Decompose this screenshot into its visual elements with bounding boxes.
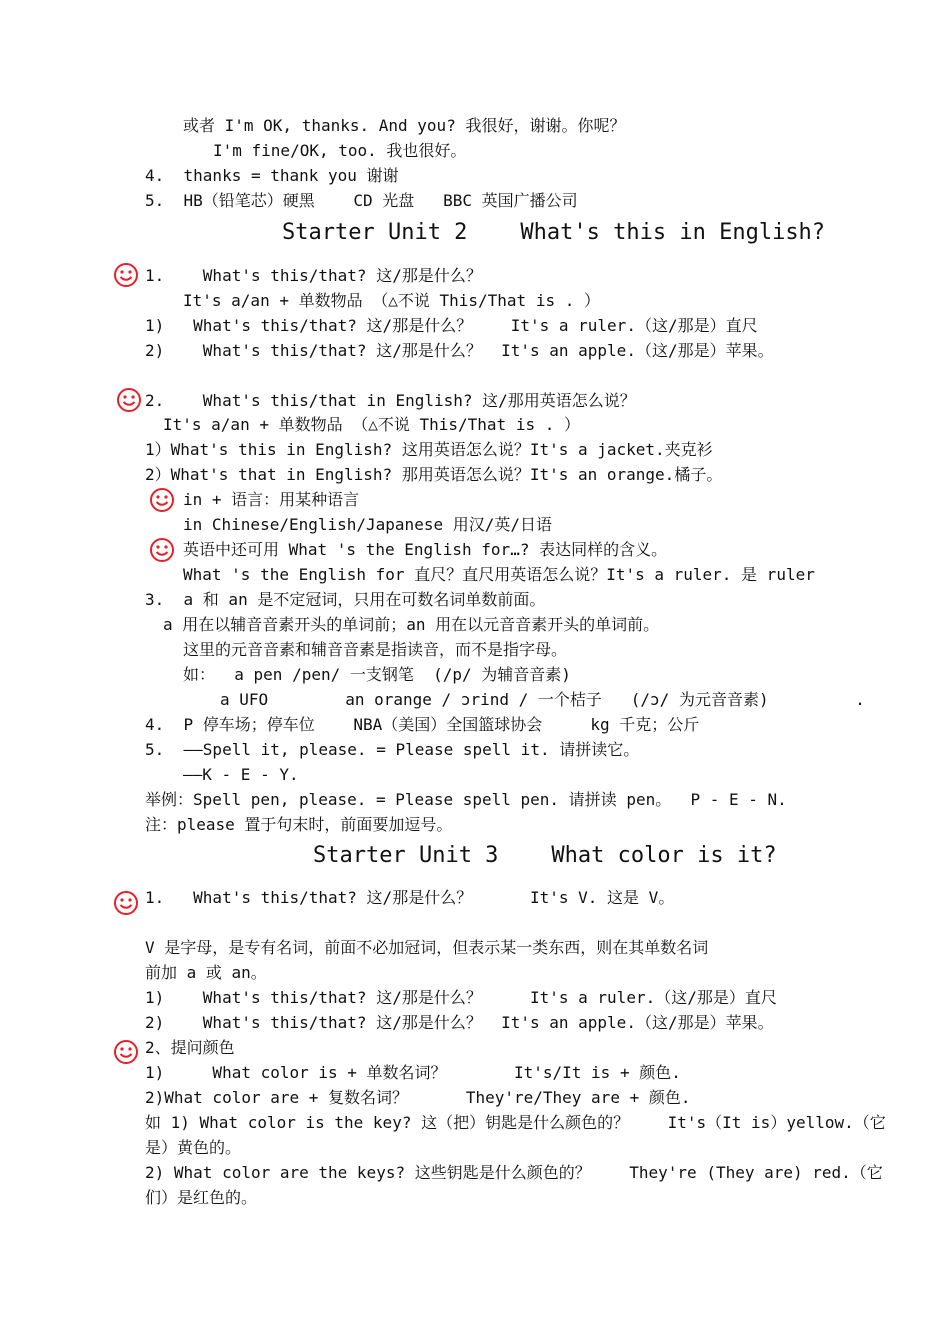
text-line: 4. thanks = thank you 谢谢 bbox=[145, 166, 399, 185]
text-line: 英语中还可用 What 's the English for…? 表达同样的含义。 bbox=[183, 540, 668, 559]
text-line: 举例：Spell pen, please. = Please spell pen. 请拼读 pen。 P - E - N. bbox=[145, 790, 787, 809]
text-line: 或者 I'm OK, thanks. And you? 我很好，谢谢。你呢？ bbox=[183, 116, 626, 135]
text-line: 2) What's this/that? 这/那是什么？ It's an apple.（这/那是）苹果。 bbox=[145, 1013, 774, 1032]
text-line: 前加 a 或 an。 bbox=[145, 963, 267, 982]
text-line: 1. What's this/that? 这/那是什么？ It's V. 这是 V。 bbox=[145, 888, 675, 907]
smiley-face-icon bbox=[113, 1039, 139, 1065]
text-line: 1) What's this/that? 这/那是什么？ It's a ruler.（这/那是）直尺 bbox=[145, 988, 777, 1007]
text-line: 3. a 和 an 是不定冠词，只用在可数名词单数前面。 bbox=[145, 590, 546, 609]
text-line: 如 1) What color is the key? 这（把）钥匙是什么颜色的？ It's（It is）yellow.（它 bbox=[145, 1113, 886, 1132]
text-line: 1) What color is + 单数名词？ It's/It is + 颜色. bbox=[145, 1063, 681, 1082]
text-line: 们）是红色的。 bbox=[145, 1188, 258, 1207]
smiley-face-icon bbox=[113, 890, 139, 916]
text-line: I'm fine/OK, too. 我也很好。 bbox=[213, 141, 467, 160]
section-title: Starter Unit 2 What's this in English? bbox=[282, 220, 826, 245]
text-line: in Chinese/English/Japanese 用汉/英/日语 bbox=[183, 515, 552, 534]
text-line: 1）What's this in English? 这用英语怎么说？It's a jacket.夹克衫 bbox=[145, 440, 713, 459]
smiley-face-icon bbox=[149, 487, 175, 513]
smiley-face-icon bbox=[149, 537, 175, 563]
text-line: 2)What color are + 复数名词？ They're/They are + 颜色. bbox=[145, 1088, 691, 1107]
text-line: 2. What's this/that in English? 这/那用英语怎么说？ bbox=[145, 391, 636, 410]
text-line: 注：please 置于句末时，前面要加逗号。 bbox=[145, 815, 453, 834]
text-line: 1. What's this/that? 这/那是什么？ bbox=[145, 266, 482, 285]
smiley-face-icon bbox=[116, 387, 142, 413]
text-line: V 是字母，是专有名词，前面不必加冠词，但表示某一类东西，则在其单数名词 bbox=[145, 938, 709, 957]
section-title: Starter Unit 3 What color is it? bbox=[313, 843, 777, 868]
text-line: It's a/an + 单数物品 （△不说 This/That is . ） bbox=[163, 415, 580, 434]
text-line: 2) What color are the keys? 这些钥匙是什么颜色的？ They're (They are) red.（它 bbox=[145, 1163, 883, 1182]
text-line: What 's the English for 直尺？直尺用英语怎么说？It's a ruler. 是 ruler bbox=[183, 565, 815, 584]
text-line: 4. P 停车场；停车位 NBA（美国）全国篮球协会 kg 千克；公斤 bbox=[145, 715, 700, 734]
smiley-face-icon bbox=[113, 262, 139, 288]
text-line: 5. ——Spell it, please. = Please spell it. 请拼读它。 bbox=[145, 740, 640, 759]
text-line: 2、提问颜色 bbox=[145, 1038, 235, 1057]
text-line: 2) What's this/that? 这/那是什么？ It's an apple.（这/那是）苹果。 bbox=[145, 341, 774, 360]
text-line: 这里的元音音素和辅音音素是指读音，而不是指字母。 bbox=[183, 640, 568, 659]
text-line: 如： a pen /pen/ 一支钢笔 (/p/ 为辅音音素) bbox=[183, 665, 571, 684]
text-line: ——K - E - Y. bbox=[183, 765, 299, 784]
text-line: 是）黄色的。 bbox=[145, 1138, 242, 1157]
text-line: It's a/an + 单数物品 （△不说 This/That is . ） bbox=[183, 291, 600, 310]
text-line: 2）What's that in English? 那用英语怎么说？It's an orange.橘子。 bbox=[145, 465, 723, 484]
text-line: a UFO an orange / ɔrind / 一个桔子 (/ɔ/ 为元音音素) . bbox=[220, 690, 865, 709]
text-line: 1) What's this/that? 这/那是什么？ It's a ruler.（这/那是）直尺 bbox=[145, 316, 758, 335]
text-line: 5. HB（铅笔芯）硬黑 CD 光盘 BBC 英国广播公司 bbox=[145, 191, 578, 210]
text-line: a 用在以辅音音素开头的单词前；an 用在以元音音素开头的单词前。 bbox=[163, 615, 660, 634]
text-line: in + 语言：用某种语言 bbox=[183, 490, 360, 509]
